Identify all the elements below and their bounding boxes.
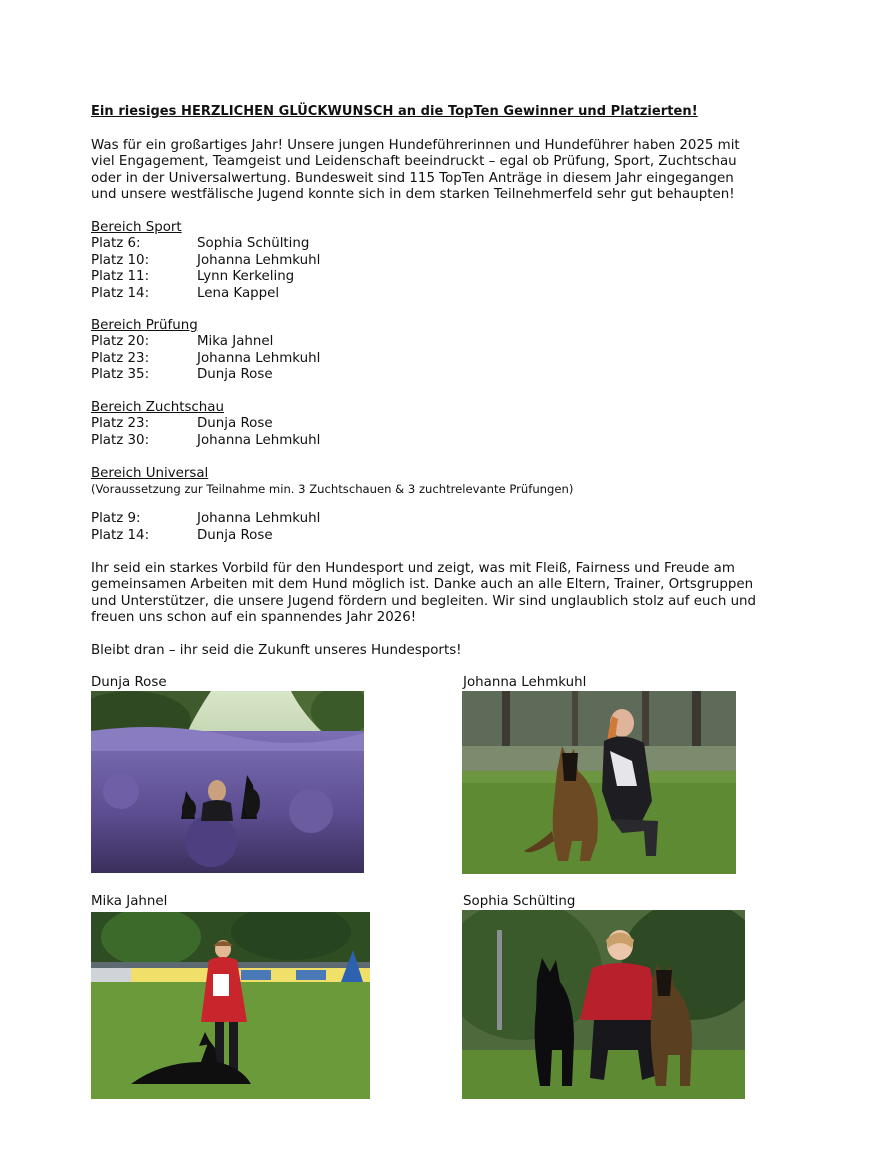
place-label: Platz 14: [91,285,150,301]
winner-name: Dunja Rose [197,416,273,432]
outro-line: freuen uns schon auf ein spannendes Jahr 2026! [91,609,417,625]
section-pruefung [91,318,791,384]
outro-line: gemeinsamen Arbeiten mit dem Hund möglich ist. Danke auch an alle Eltern, Trainer, Ortsgruppen [91,577,754,593]
intro-paragraph [91,138,791,203]
section-zuchtschau [91,400,791,449]
photo-caption: Johanna Lehmkuhl [463,675,587,690]
headline: Ein riesiges HERZLICHEN GLÜCKWUNSCH an die TopTen Gewinner und Platzierten! [91,104,698,119]
place-label: Platz 6: [91,236,141,252]
outro-paragraph [91,561,791,626]
ranking-row [91,236,791,252]
winner-name: Johanna Lehmkuhl [197,252,321,268]
intro-line: viel Engagement, Teamgeist und Leidenschaft beeindruckt – egal ob Prüfung, Sport, Zuchtschau [91,154,737,170]
section-title: Bereich Universal [91,466,209,481]
place-label: Platz 14: [91,527,150,543]
ranking-row [91,351,791,367]
winner-name: Dunja Rose [197,527,273,543]
winner-name: Lynn Kerkeling [197,269,295,285]
place-label: Platz 30: [91,432,150,448]
ranking-row [91,511,791,527]
place-label: Platz 10: [91,252,150,268]
section-universal [91,466,791,544]
outro-line: Ihr seid ein starkes Vorbild für den Hundesport und zeigt, was mit Fleiß, Fairness und Freude am [91,561,735,576]
photo-heath-dogs-icon [91,691,364,873]
photo-girl-two-dogs-icon [462,910,745,1099]
photo-boy-dog-icon [91,912,370,1099]
photo-caption: Mika Jahnel [91,894,168,909]
place-label: Platz 11: [91,269,150,285]
place-label: Platz 23: [91,350,150,366]
ranking-row [91,253,791,269]
winner-name: Johanna Lehmkuhl [197,511,321,527]
ranking-row [91,286,791,302]
ranking-row [91,334,791,350]
photo-caption: Dunja Rose [91,675,167,690]
section-title: Bereich Prüfung [91,318,198,333]
ranking-row [91,416,791,432]
ranking-row [91,367,791,383]
section-title: Bereich Sport [91,220,182,235]
intro-line: oder in der Universalwertung. Bundesweit sind 115 TopTen Anträge in diesem Jahr eingegangen [91,170,734,186]
winner-name: Mika Jahnel [197,334,274,350]
outro-line: und Unterstützer, die unsere Jugend fördern und begleiten. Wir sind unglaublich stolz auf euch und [91,593,757,609]
winner-name: Lena Kappel [197,285,280,301]
place-label: Platz 20: [91,334,150,350]
ranking-row [91,269,791,285]
section-title: Bereich Zuchtschau [91,400,224,415]
intro-line: Was für ein großartiges Jahr! Unsere jungen Hundeführerinnen und Hundeführer haben 2025 mit [91,138,740,153]
photo-caption: Sophia Schülting [463,894,576,909]
place-label: Platz 35: [91,367,150,383]
place-label: Platz 9: [91,511,141,527]
intro-line: und unsere westfälische Jugend konnte sich in dem starken Teilnehmerfeld sehr gut behaupten! [91,186,735,202]
section-sport [91,220,791,302]
closing-line: Bleibt dran – ihr seid die Zukunft unseres Hundesports! [91,643,462,658]
winner-name: Dunja Rose [197,367,273,383]
ranking-row [91,433,791,449]
place-label: Platz 23: [91,416,150,432]
section-note: (Voraussetzung zur Teilnahme min. 3 Zuchtschauen & 3 zuchtrelevante Prüfungen) [91,482,574,497]
ranking-row [91,528,791,544]
winner-name: Johanna Lehmkuhl [197,432,321,448]
winner-name: Sophia Schülting [197,236,310,252]
winner-name: Johanna Lehmkuhl [197,350,321,366]
photo-shepherd-field-icon [462,691,736,874]
